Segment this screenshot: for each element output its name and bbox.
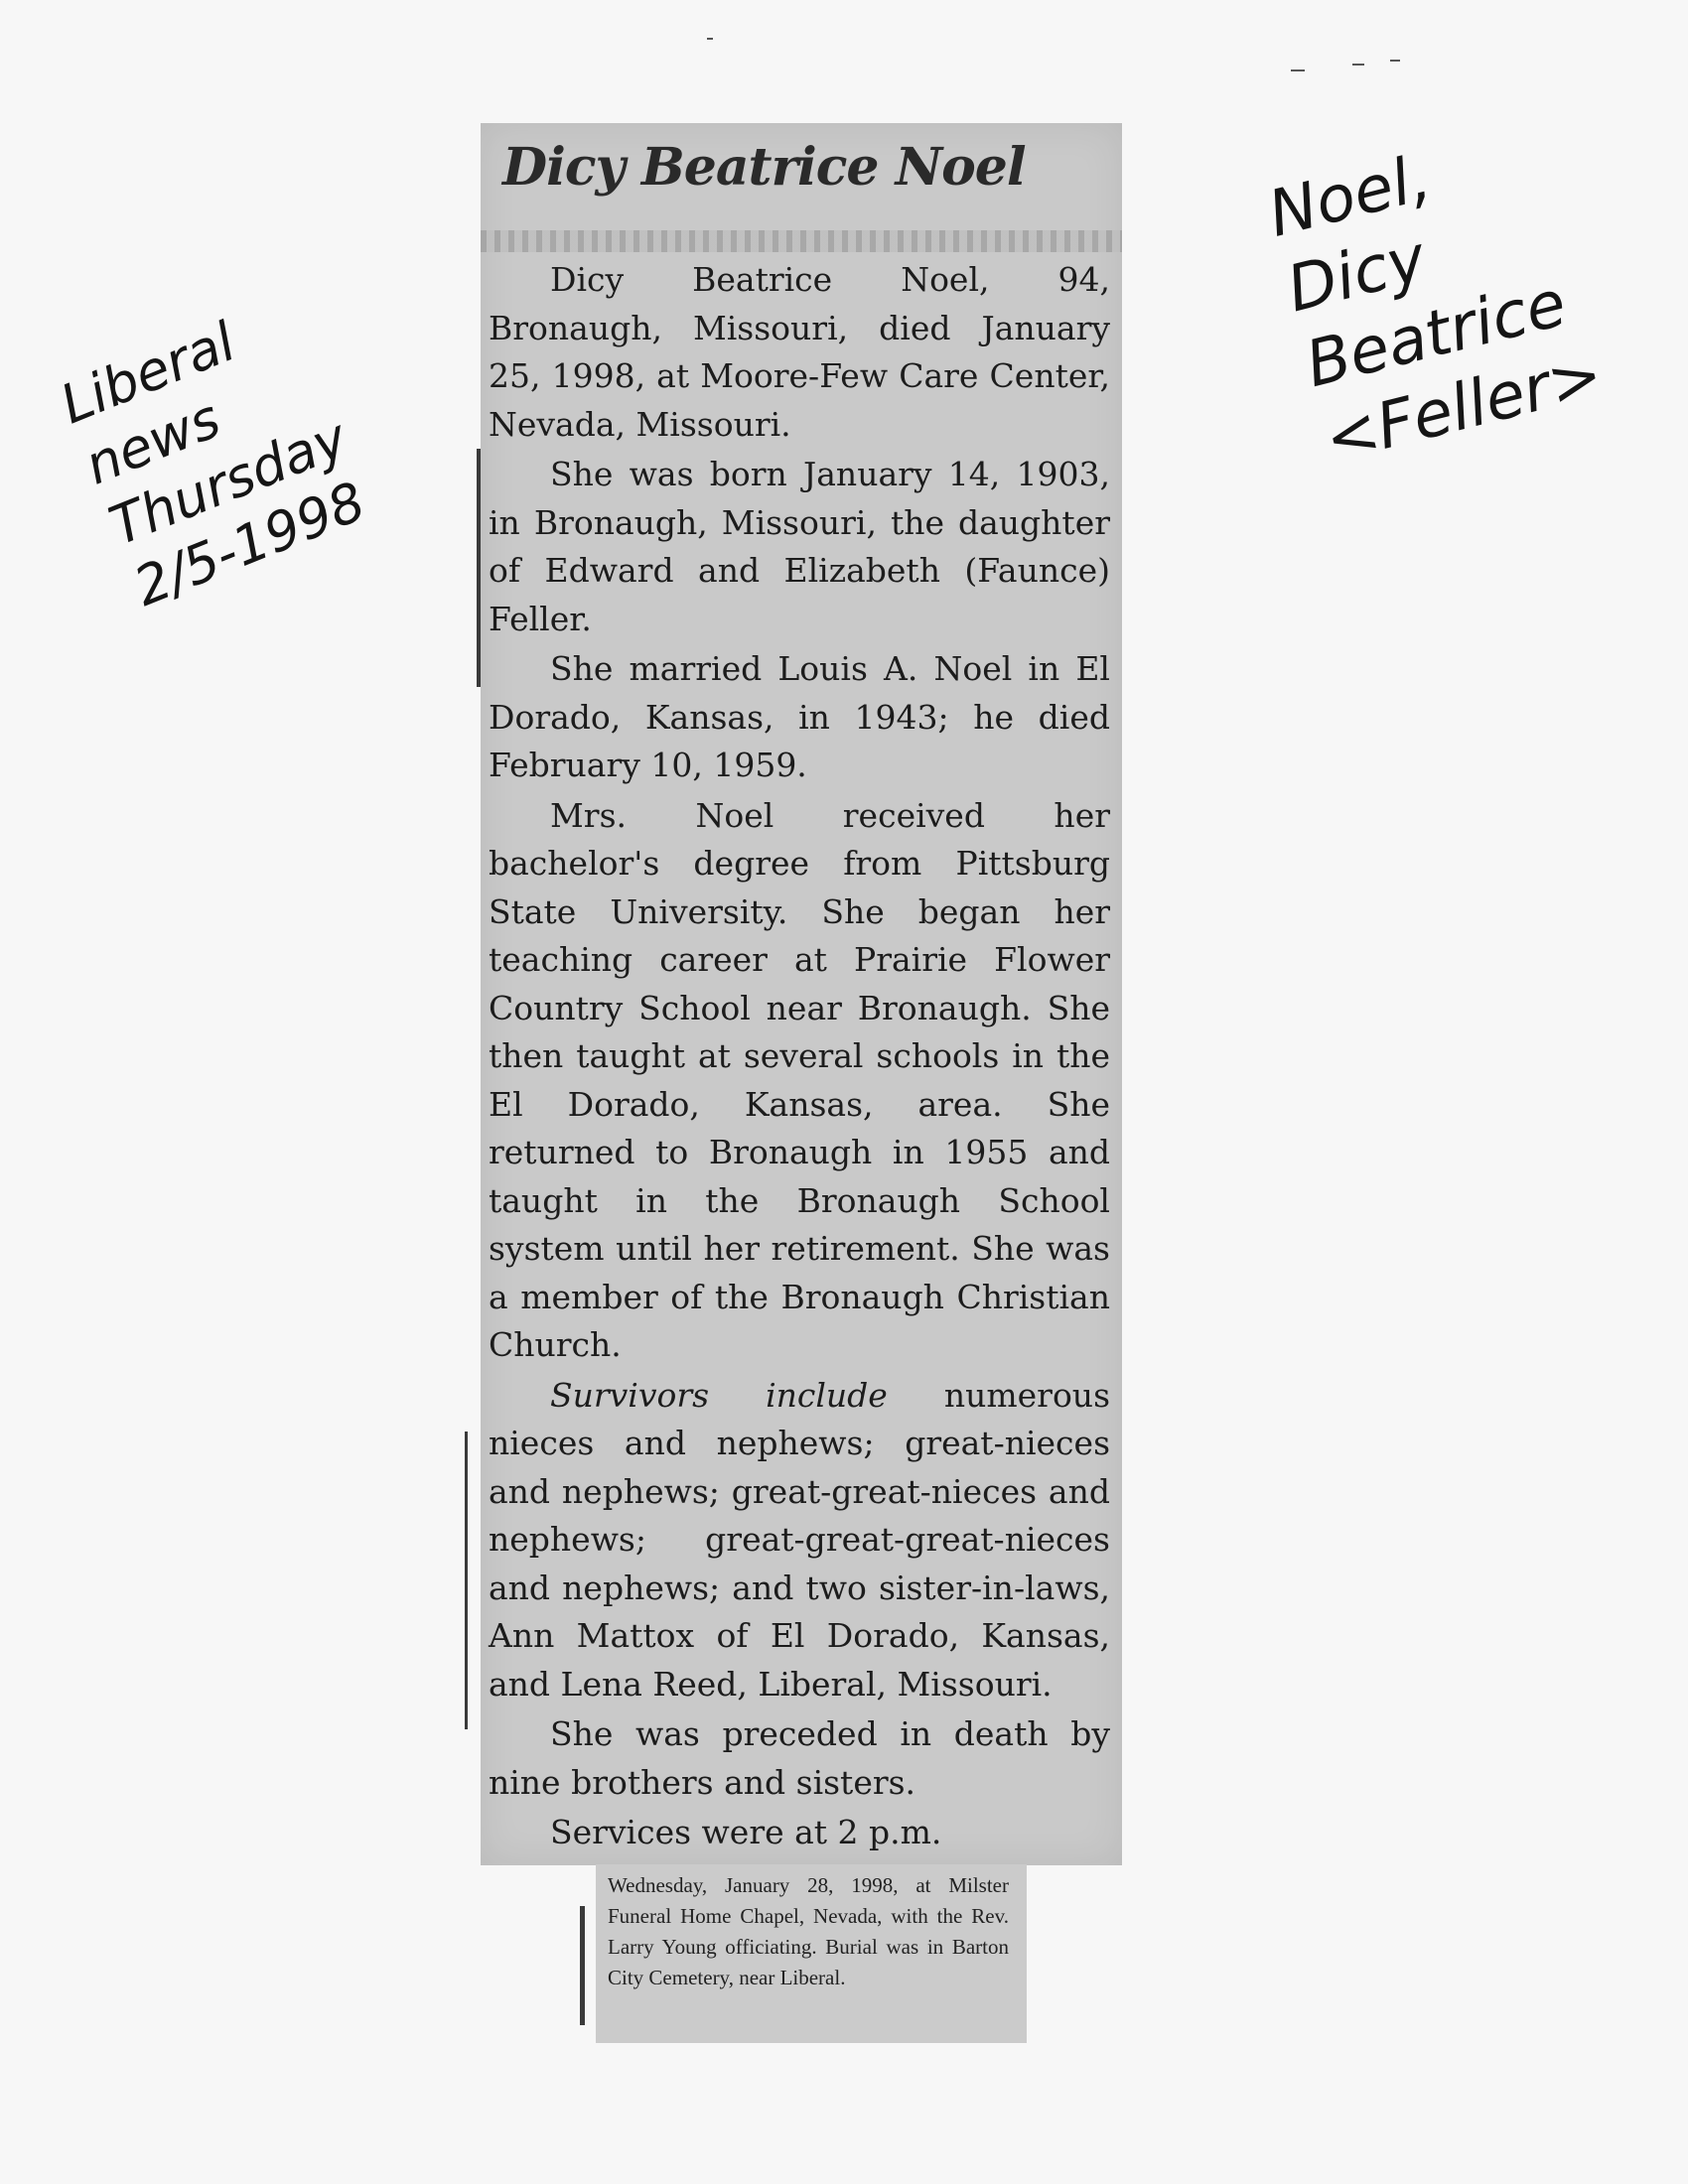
obituary-paragraph: She married Louis A. Noel in El Dorado, Kansas, in 1943; he died February 10, 1959.: [489, 649, 1110, 784]
obituary-body: [489, 256, 1110, 1859]
obituary-paragraph: She was preceded in death by nine brothers and sisters.: [489, 1714, 1110, 1802]
headline-rule: [481, 230, 1122, 252]
survivors-text: numerous nieces and nephews; great-nieces and nephews; great-great-nieces and nephews; great-great-great-nieces and nephews; and two sister-in-laws, Ann Mattox of El Dorado, Kansas, and Lena Reed, Liberal, Missouri.: [489, 1375, 1111, 1704]
obituary-continuation: Wednesday, January 28, 1998, at Milster Funeral Home Chapel, Nevada, with the Rev. Larry Young officiating. Burial was in Barton City Cemetery, near Liberal.: [608, 1873, 1009, 1989]
scan-speck: [1352, 64, 1364, 66]
scan-speck: [1291, 69, 1305, 71]
handwritten-note-left: Liberal news Thursday 2/5-1998: [52, 310, 374, 618]
scan-speck: [707, 38, 713, 40]
survivors-lead: Survivors include: [550, 1375, 888, 1415]
scan-speck: [1390, 60, 1400, 62]
torn-edge-mark: [580, 1906, 585, 2025]
torn-edge-mark: [465, 1432, 468, 1729]
obituary-paragraph: Services were at 2 p.m.: [550, 1813, 942, 1851]
handwritten-note-right: Noel, Dicy Beatrice <Feller>: [1261, 141, 1611, 478]
obituary-paragraph: Dicy Beatrice Noel, 94, Bronaugh, Missouri, died January 25, 1998, at Moore-Few Care Center, Nevada, Missouri.: [489, 260, 1110, 444]
obituary-headline: Dicy Beatrice Noel: [502, 137, 1026, 198]
obituary-paragraph: She was born January 14, 1903, in Bronaugh, Missouri, the daughter of Edward and Elizabeth (Faunce) Feller.: [489, 455, 1110, 638]
obituary-paragraph: Mrs. Noel received her bachelor's degree from Pittsburg State University. She began her teaching career at Prairie Flower Country School near Bronaugh. She then taught at several schools in the El Dorado, Kansas, area. She returned to Bronaugh in 1955 and taught in the Bronaugh School system until her retirement. She was a member of the Bronaugh Christian Church.: [489, 795, 1110, 1364]
obituary-paragraph: [489, 1372, 1110, 1709]
